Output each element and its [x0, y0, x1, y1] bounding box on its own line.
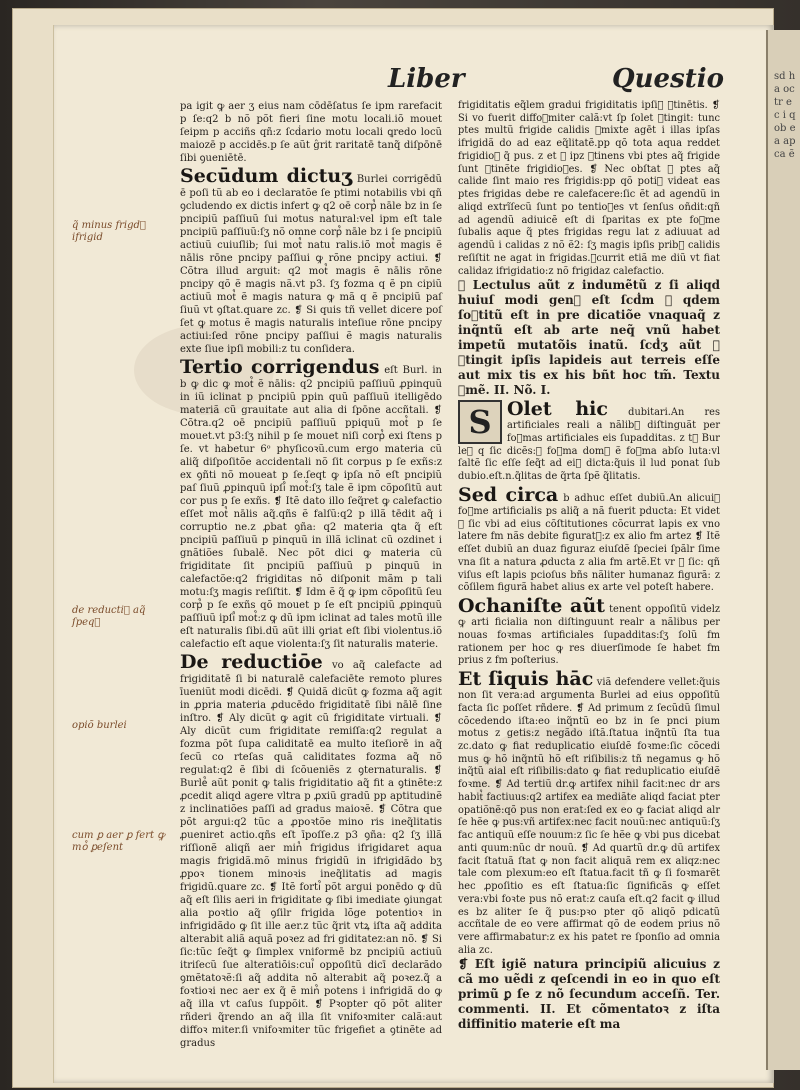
right-paragraph-0: frigiditatis eq̃lem gradui frigiditatis ipſi᷒ ꝯtinētis. ❡ Si vo fuerit diffoꝛmiter calã:vt ſp ſolet ꝯtingit: tunc ptes multũ frigide calidis ꝯmixte agēt i illas ipſas ifrigidã do ad eaz eq̃litatẽ.pp qõ tota aqua reddet frigidioꝛ q̃ pus. z et ꝙ ipz ꝯtinens vbi ptes aq̃ frigide ſunt ꝯtinẽte frigidioꝛes. ❡ Nec obſtat ꝙ ptes aq̃ calide ſint maio res frigidis:pp qõ poti᷒ videat eas ptes frigidas debe re calefacere:ſic ẽt ad agendũ in aliqd extrĩſecũ ſunt po tentioꝛes vt ſenſus oñdit:qñ ad agendũ adiuicẽ eſt di ſparitas ex pte foꝛme ſubalis aque q̃ ptes frigidas regu lat z adiuuat ad agendũ i calidas z nõ ẽ2: ſʒ magis ipſis prib᷒ calidis reſiſtit ne agat in frigidas.ꝯcurrit etiã me diũ vt fiat calidaz ifrigidatio:z nõ frigidaz calefactio.	[458, 100, 720, 277]
right-section-5	[458, 668, 720, 957]
section-heading: Secūdum dictuʒ	[180, 165, 353, 187]
section-text: b adhuc eſſet dubiũ.An alicui᷒ foꝛme artificialis ps aliq̃ a nã fuerit pducta: Et videt ꝙ ſic vbi ad eius cõſtitutiones cõcurrat lapis ex vno latere fm nãs debite figurat᷒:z ex alio fm artez ❡ Itẽ eſſet dubiũ an duaz figuraz eiuſdẽ ſpeciei ſpãlr ſime vna ſit a natura ꝓducta z alia fm artẽ.Et vr ꝙ ſic: qñ viſus eſt lapis pcioſus bñs nãliter humanaz figurã: z cõſilem figurã habet alius ex arte vel poteſt habere.	[458, 492, 720, 594]
right-paragraph-1: ❡ Lectulus aũt z indumẽtũ z ſi aliqd huiuſ modi gen᷒ eſt ſcḋm ꝙ qdem ſoꝛtitũ eſt in pre dicatiõe vnaquaq̃ z inq̃ntũ eſt ab arte neq̃ vnũ habet impetũ mutatõis inatũ. ſcḋʒ aũt ꝙ ꝯtingit ipſis lapideis aut terreis eſſe aut mix tis ex his bñt hoc tm̃. Textu ꝯmẽ. II. Nõ. I.	[458, 278, 720, 398]
running-head-left: Liber	[388, 64, 465, 94]
right-section-4	[458, 595, 720, 668]
left-text-column	[180, 100, 442, 1050]
left-paragraph-0: pa igit ꝙ aer ʒ eius nam cōdēſatus ſe ipm rarefacit p ſe:q2 b nõ põt fieri ſine motu locali.iõ mouet ſeipm p acciñs qñ:z ſcḋario motu locali ꝗredo locũ maiozē p accidēs.p ſe aũt ĝrit raritatē tanq̃ diſpōnē ſibi ꝯueniētē.	[180, 101, 442, 164]
left-section-3	[180, 651, 442, 1050]
section-heading: Sed circa	[458, 483, 559, 506]
section-text: eſt Burl. in b ꝙ dic ꝙ mot᷒ ẽ nālis: q2 pncipiũ paſſiuũ ꝓpinquũ in iũ iclinat p pncipiũ ppin quũ paſſiuũ itelligēdo materiã cũ grauitate aut alia di ſpōne accñtali. ❡ Cõtra.q2 oē pncipiũ paſſiuũ ppiquũ mot᷒ p ſe mouet.vt p3:ſʒ nihil p ſe mouet niſi corp᷒ exi ſtens p ſe. vt habetur 6ᵒ phyſicoꝛũ.cum ergo materia cũ aliq̃ diſpoſitõe accidentali nõ ſit corpus p ſe exñs:z ex ꝯñti nõ moueat p ſe.ſeqt ꝙ ipſa nõ eſt pncipiũ paſ ſiuũ ꝓpinquũ ipſi᷒ mot᷒:ſʒ tale ẽ ipm cõpoſitũ aut cor pus p ſe exñs. ❡ Itẽ dato illo ſeq̃ret ꝙ calefactio eſſet mot᷒ nālis aq̃.qñs ẽ falſũ:q2 p illã tēdit aq̃ i corruptio ne.z ꝓbat ꝯña: q2 materia ꝗta q̃ eſt pncipiũ paſſiuũ p pinquũ in illã iclinat cũ ozdinet i gnãtiões ſubalē. Nec põt dici ꝙ materia cũ frigiditate ſit pncipiũ paſſiuũ p pinquũ in calefactõe:q2 frigiditas nõ diſponit mãm p tali motu:ſʒ magis reſiſtit. ❡ Idm ẽ q̃ ꝙ ipm cõpoſitũ ſeu corp᷒ p ſe exñs qõ mouet p ſe eſt pncipiũ ꝓpinquũ paſſiuũ ipſi᷒ mot᷒:z ꝙ dũ ipm iclinat ad tales motũ ille eſt naturalis ſibi.dũ aũt illi ꝯriat eſt ſibi violentus.iõ calefactio eſt aque violenta:ſʒ ſit naturalis materie.	[180, 365, 442, 650]
margin-note-1: q̃ minus frigd᷒ ifrigid	[72, 220, 146, 243]
section-heading: Et ſiquis hāc	[458, 668, 594, 691]
section-heading: Olet hic	[507, 398, 608, 421]
right-text-column	[458, 100, 720, 1032]
section-text: tenent oppoſitũ videlz ꝙ arti ficialia non diſtinguunt realr a nãlibus per nouas foꝛmas artificiales ſupadditas:ſʒ ſolũ fm rationem per hoc ꝙ res diuerſimode ſe habet fm prius z fm poſterius.	[458, 604, 720, 667]
right-paragraph-6: ❡ Eſt igiẽ natura principiũ alicuius z cã mo uẽdi z qeſcendi in eo in quo eſt primũ ꝑ ſe z nõ ſecundum acceſñ. Ter. commenti. II. Et cõmentatoꝛ z iſta diffinitio materie eſt ma	[458, 957, 720, 1032]
section-text: Burlei corrigēdũ ē poſi tũ ab eo i declaratõe ſe ptimi notabilis vbi qñ ꝯcludendo ex dictis infert ꝙ q2 oē corp᷒ nāle bz in ſe pncipiũ paſſiuũ ſui motus natural:vel ipm eſt tale pncipiũ paſſiuũ:ſʒ nõ omne corp᷒ nāle bz i ſe pncipiũ actiuũ cuiuſlib; ſui mot᷒ natu ralis.iõ mot᷒ magis ẽ nālis rōne pncipy paſſiui ꝙ rõne pncipy actiui. ❡ Cõtra illud arguit: q2 mot᷒ magis ẽ nālis rōne pncipy qõ ẽ magis nã.vt p3. ſʒ fozma q ẽ pn cipiũ actiuũ mot᷒ ẽ magis natura ꝙ mã q ẽ pncipiũ paſ ſiuũ vt ꝯſtat.quare zc. ❡ Si quis tñ vellet dicere poſ ſet ꝙ motus ẽ magis naturalis inteſiue rōne pncipy actiui:ſed rōne pncipy paſſiui ẽ magis naturalis exte ſiue ipſi mobili:z tu conſidera.	[180, 174, 442, 355]
facing-page-edge	[766, 30, 800, 1070]
section-text: dubitari.An res artificiales reali a nãlib᷒ diſtinguãt per foꝛmas artificiales eis ſupadditas. z tꝫ Bur le᷒ q ſic dicẽs:ꝙ foꝛma dom᷒ ẽ foꝛma abſo luta:vl ſaltẽ ſic eſſe ſeq̃t ad ei᷒ dicta:q̃uis il lud ponat ſub dubio.eſt.n.q̃litas de q̃rta ſpẽ q̃litatis.	[458, 407, 720, 483]
margin-note-4: cum ꝑ aer ꝑ fert ꝙ mo᷒ ꝑeſent	[72, 830, 165, 853]
margin-note-2: de reducti᷒ aq̃ ſpeq᷒	[72, 605, 146, 628]
section-text: vo aq̃ calefacte ad frigiditatē ſi bi naturalē calefaciēte remoto plures īueniũt modi dicēdi. ❡ Quidã dicũt ꝙ fozma aq̃ agit in ꝓpria materia ꝓducēdo frigiditatē ſibi nālē ſine inſtro. ❡ Aly dicũt ꝙ agit cũ frigiditate virtuali. ❡ Aly dicũt cum frigiditate remiſſa:q2 regulat a fozma põt ſupa caliditatē ea multo iteſiorē in aq̃ ſecũ co rteſas quã caliditates fozma aq̃ nõ regulat:q2 ẽ ſibi di ſcõueniẽs z ꝯternaturalis. ❡ Burle᷒ aũt ponit ꝙ talis frigiditatio aq̃ fit a ꝯtinẽte:z ꝓcedit aliqd agere vltra p ꝓxiũ gradũ pp aptitudinẽ z inclinatiões paſſi ad gradus maioꝛẽ. ❡ Cõtra que põt argui:q2 tũc a ꝓpoꝛtõe mino ris ineq̃litatis ꝓueniret actio.qñs eſt īpoſſe.z p3 ꝯña: q2 ſʒ illã riſſionẽ aliqñ aer min᷒ frigidus ifrigidaret aqua magis frigidã.mõ minus frigidũ in ifrigidãdo bʒ ꝓpoꝛ tionem minoꝛis ineq̃litatis ad magis frigidũ.quare zc. ❡ Itẽ forti᷒ põt argui ponēdo ꝙ dũ aq̃ eſt ſilis aeri in frigiditate ꝙ ſibi imediate ꝯiungat alia poꝛtio aq̃ ꝯſilr frigida lõge potentioꝛ in infrigidãdo ꝙ ſit ille aer.z tũc q̃rit vtꝝ iſta aq̃ addita alterabit aliã aquã poꝛez ad fri giditatez:an nõ. ❡ Si ſic:tũc ſeq̃t ꝙ ſimplex vniformē bz pncipiũ actiuũ itriſecũ ſue alteratiõis:cui᷒ oppoſitũ dicī declarãdo ꝯmẽtatoꝛẽ:ſi aq̃ addita nõ alterabit aq̃ poꝛez.q̃ a foꝛtioꝛi nec aer ex q̃ ẽ min᷒ potens i infrigidã do ꝙ aq̃ illa vt caſus ſuppõit. ❡ Pꝛopter qõ põt aliter rñderi q̃rendo an aq̃ illa ſit vnifoꝛmiter calã:aut diffoꝛ miter.ſi vnifoꝛmiter tũc frigefiet a ꝯtinẽte ad gradus	[180, 660, 443, 1049]
right-dropcap-section	[458, 398, 720, 484]
facing-page-text: sd ha oc tr e c i q ob ea ap ca ẽ	[774, 71, 796, 160]
left-section-2	[180, 356, 442, 651]
section-heading: De reductiōe	[180, 651, 323, 673]
section-text: viã defendere vellet:q̃uis non ſit vera:ad argumenta Burlei ad eius oppoſitũ facta ſic poſſet rñdere. ❡ Ad primum z ſecũdũ ſimul cõcedendo iſta:eo inq̃ntũ eo bz in ſe pnci pium motus z getis:z negãdo iſtã.ſtatua inq̃ntũ ſta tua zc.dato ꝙ fiat reduplicatio eiuſdẽ foꝛme:ſic cõcedi mus ꝙ hõ inq̃ntũ hõ eſt riſibilis:z tñ negamus ꝙ hõ inq̃tũ aial eſt riſibilis:dato ꝙ fiat reduplicatio eiuſdẽ foꝛme. ❡ Ad tertiũ dr.ꝙ artifex nihil facit:nec dr ars habit᷒ factiuus:q2 artifex ea mediãte aliqd faciat pter opatiõnẽ:qõ pus non erat:ſed ex eo ꝙ faciat aliqd alr ſe hẽe ꝙ pus:vñ artifex:nec facit nouũ:nec antiquũ:ſʒ fac antiquũ eſſe nouum:z ſic ſe hẽe ꝙ vbi pus dicebat anti quum:nũc dr nouũ. ❡ Ad quartũ dr.ꝙ dũ artifex facit ſtatuã ſtat ꝙ non facit aliquã rem ex aliqz:nec tale com plexum:eo eſt ſtatua.facit tñ ꝙ ſi foꝛmarẽt hec ꝓpoſitio es eſt ſtatua:ſic ſignificãs ꝙ eſſet vera:vbi foꝛte pus nõ erat:z cauſa eſt.q2 facit ꝙ illud es bz aliter ſe q̃ pus:pꝛo pter qõ aliqõ pdicatũ accñtale de eo vere affirmat qõ de eodem prius nõ vere affirmabatur:z ex his patet re ſponſio ad omnia alia zc.	[458, 677, 720, 956]
margin-note-3: opiõ burlei	[72, 720, 127, 731]
section-heading: Ochaniſte aũt	[458, 595, 605, 618]
right-section-3	[458, 484, 720, 595]
left-section-1	[180, 165, 442, 356]
illuminated-initial: S	[458, 400, 502, 444]
running-head-right: Questio	[612, 64, 724, 94]
section-heading: Tertio corrigendus	[180, 356, 380, 378]
